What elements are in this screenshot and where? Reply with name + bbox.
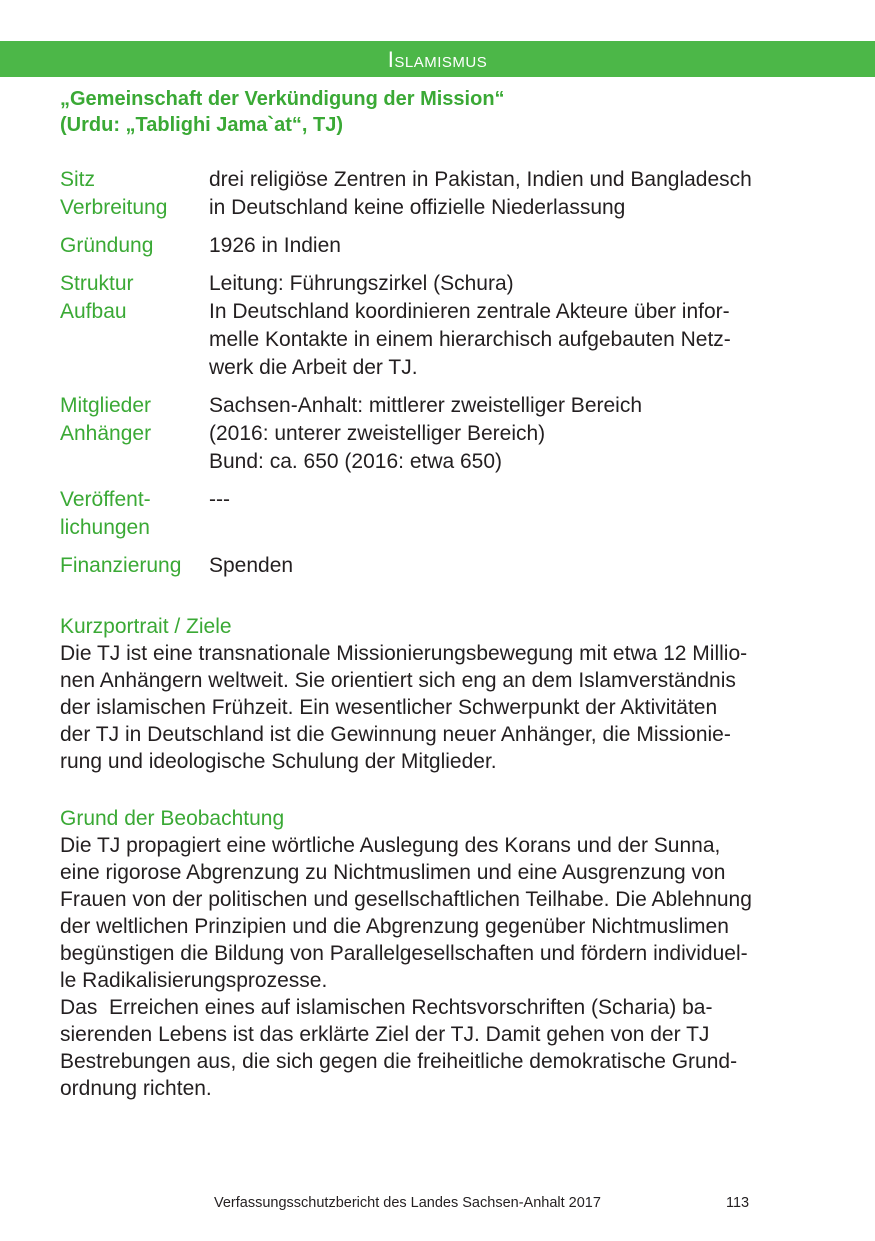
title-line: (Urdu: „Tablighi Jama`at“, TJ) (60, 114, 343, 136)
paragraph-line: nen Anhängern weltweit. Sie orientiert sich eng an dem Islamverständnis (60, 669, 736, 692)
info-label (60, 486, 209, 542)
info-value-line: werk die Arbeit der TJ. (209, 356, 418, 379)
info-value-line: in Deutschland keine offizielle Niederlassung (209, 196, 626, 219)
info-value-line: --- (209, 488, 230, 511)
paragraph-line: sierenden Lebens ist das erklärte Ziel der TJ. Damit gehen von der TJ (60, 1023, 710, 1046)
paragraph-line: rung und ideologische Schulung der Mitglieder. (60, 750, 497, 773)
organization-title (60, 86, 820, 138)
info-label-line: Veröffent- (60, 488, 151, 511)
info-value-line: (2016: unterer zweistelliger Bereich) (209, 422, 546, 445)
paragraph-line: Frauen von der politischen und gesellschaftlichen Teilhabe. Die Ablehnung (60, 888, 752, 911)
section-banner (0, 41, 875, 77)
info-row (60, 392, 820, 476)
paragraph-line: Bestrebungen aus, die sich gegen die freiheitliche demokratische Grund- (60, 1050, 738, 1073)
grund-text (60, 832, 825, 1102)
grund-section (60, 805, 825, 1102)
paragraph-line: le Radikalisierungsprozesse. (60, 969, 328, 992)
page-number: 113 (726, 1195, 750, 1211)
info-row (60, 552, 820, 580)
paragraph-line: der TJ in Deutschland ist die Gewinnung neuer Anhänger, die Missionie- (60, 723, 731, 746)
info-value-line: 1926 in Indien (209, 234, 341, 257)
info-value-line: Spenden (209, 554, 294, 577)
paragraph-line: begünstigen die Bildung von Parallelgesellschaften und fördern individuel- (60, 942, 748, 965)
info-label (60, 166, 209, 222)
info-table (60, 166, 820, 590)
section-title: Islamismus (387, 47, 488, 72)
info-label-line: Finanzierung (60, 554, 182, 577)
paragraph-line: eine rigorose Abgrenzung zu Nichtmuslimen und eine Ausgrenzung von (60, 861, 726, 884)
kurzportrait-heading: Kurzportrait / Ziele (60, 615, 232, 638)
grund-heading: Grund der Beobachtung (60, 807, 285, 830)
info-row (60, 486, 820, 542)
paragraph-line: Die TJ propagiert eine wörtliche Auslegung des Korans und der Sunna, (60, 834, 721, 857)
info-row (60, 232, 820, 260)
info-label (60, 270, 209, 382)
paragraph-line: der weltlichen Prinzipien und die Abgrenzung gegenüber Nichtmuslimen (60, 915, 729, 938)
info-value (209, 270, 820, 382)
info-value (209, 166, 820, 222)
title-line: „Gemeinschaft der Verkündigung der Mission“ (60, 88, 505, 110)
paragraph-line: ordnung richten. (60, 1077, 212, 1100)
info-row (60, 166, 820, 222)
info-label (60, 232, 209, 260)
info-value-line: In Deutschland koordinieren zentrale Akteure über infor- (209, 300, 730, 323)
footer-text: Verfassungsschutzbericht des Landes Sachsen-Anhalt 2017 (214, 1195, 601, 1211)
info-label-line: Mitglieder (60, 394, 152, 417)
info-label-line: lichungen (60, 516, 150, 539)
info-value-line: Sachsen-Anhalt: mittlerer zweistelliger Bereich (209, 394, 643, 417)
info-value (209, 486, 820, 542)
kurzportrait-text (60, 640, 825, 775)
info-label-line: Struktur (60, 272, 134, 295)
info-value-line: Bund: ca. 650 (2016: etwa 650) (209, 450, 503, 473)
info-label-line: Verbreitung (60, 196, 168, 219)
info-row (60, 270, 820, 382)
info-label-line: Aufbau (60, 300, 127, 323)
info-label-line: Sitz (60, 168, 96, 191)
info-label (60, 392, 209, 476)
kurzportrait-section (60, 613, 825, 775)
paragraph-line: Die TJ ist eine transnationale Missionierungsbewegung mit etwa 12 Millio- (60, 642, 748, 665)
paragraph-line: Das Erreichen eines auf islamischen Rechtsvorschriften (Scharia) ba- (60, 996, 713, 1019)
info-label (60, 552, 209, 580)
paragraph-line: der islamischen Frühzeit. Ein wesentlicher Schwerpunkt der Aktivitäten (60, 696, 718, 719)
info-label-line: Gründung (60, 234, 154, 257)
info-value-line: Leitung: Führungszirkel (Schura) (209, 272, 514, 295)
info-value (209, 552, 820, 580)
info-value-line: drei religiöse Zentren in Pakistan, Indien und Bangladesch (209, 168, 752, 191)
info-value (209, 392, 820, 476)
info-label-line: Anhänger (60, 422, 152, 445)
info-value (209, 232, 820, 260)
info-value-line: melle Kontakte in einem hierarchisch aufgebauten Netz- (209, 328, 731, 351)
